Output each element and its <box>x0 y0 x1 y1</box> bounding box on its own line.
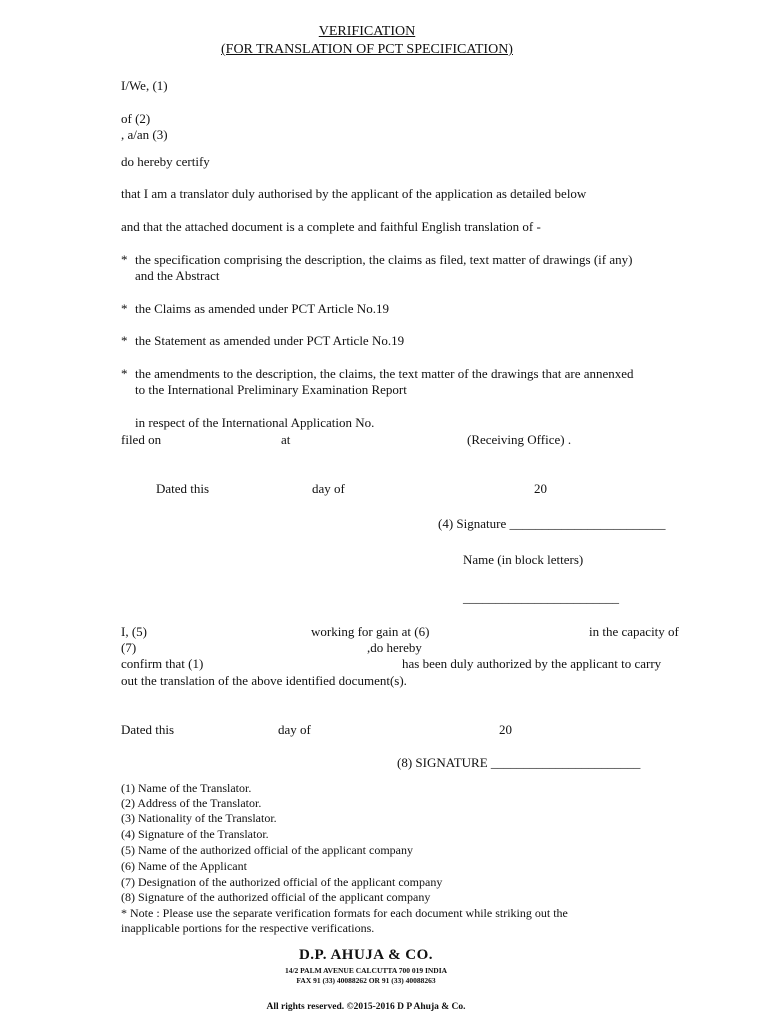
capacity-label: in the capacity of <box>589 624 679 639</box>
bullet-star: * <box>121 301 128 316</box>
bullet-text: the Claims as amended under PCT Article No.19 <box>135 301 389 316</box>
name-block-label: Name (in block letters) <box>463 552 584 567</box>
seven-label: (7) <box>121 640 137 655</box>
attached-text: and that the attached document is a complete and faithful English translation of - <box>121 219 541 234</box>
working-label: working for gain at (6) <box>311 624 430 639</box>
bullet-text: the amendments to the description, the claims, the text matter of the drawings that are annenxed <box>135 366 634 381</box>
name-line: ________________________ <box>463 590 619 605</box>
bullet-star: * <box>121 333 128 348</box>
i-five-label: I, (5) <box>121 624 147 639</box>
company-address: 14/2 PALM AVENUE CALCUTTA 700 019 INDIA <box>284 966 448 975</box>
aan-field: , a/an (3) <box>121 127 168 142</box>
note-item: (4) Signature of the Translator. <box>121 827 269 841</box>
note-item: (7) Designation of the authorized official of the applicant company <box>121 875 443 889</box>
year-label: 20 <box>534 481 547 496</box>
iwe-field: I/We, (1) <box>121 78 168 93</box>
receiving-office-label: (Receiving Office) . <box>467 432 572 447</box>
dated-label: Dated this <box>156 481 210 496</box>
day-of-label: day of <box>278 722 311 737</box>
signature-line: (4) Signature ________________________ <box>438 516 666 531</box>
note-item: (6) Name of the Applicant <box>121 859 247 873</box>
filed-on-label: filed on <box>121 432 162 447</box>
confirm-label: confirm that (1) <box>121 656 204 671</box>
bullet-star: * <box>121 252 128 267</box>
at-label: at <box>281 432 291 447</box>
of-field: of (2) <box>121 111 151 126</box>
company-fax: FAX 91 (33) 40088262 OR 91 (33) 40088263 <box>296 976 436 985</box>
bullet-text: the Statement as amended under PCT Article No.19 <box>135 333 405 348</box>
hereby-label: ,do hereby <box>367 640 422 655</box>
page-subtitle: (FOR TRANSLATION OF PCT SPECIFICATION) <box>221 42 513 57</box>
page-title: VERIFICATION <box>318 24 416 39</box>
dated-label: Dated this <box>121 722 175 737</box>
note-item: (8) Signature of the authorized official of the applicant company <box>121 890 431 904</box>
note-item: inapplicable portions for the respective verifications. <box>121 921 375 935</box>
signature-line: (8) SIGNATURE _______________________ <box>397 755 641 770</box>
year-label: 20 <box>499 722 512 737</box>
note-item: (3) Nationality of the Translator. <box>121 811 277 825</box>
day-of-label: day of <box>312 481 345 496</box>
note-item: * Note : Please use the separate verification formats for each document while striking out the <box>121 906 568 920</box>
bullet-text-cont: to the International Preliminary Examination Report <box>135 382 407 397</box>
certify-text: do hereby certify <box>121 154 210 169</box>
bullet-star: * <box>121 366 128 381</box>
out-text: out the translation of the above identified document(s). <box>121 673 407 688</box>
note-item: (1) Name of the Translator. <box>121 781 252 795</box>
bullet-text-cont: and the Abstract <box>135 268 220 283</box>
translator-text: that I am a translator duly authorised by the applicant of the application as detailed below <box>121 186 587 201</box>
copyright-notice: All rights reserved. ©2015-2016 D P Ahuja & Co. <box>266 1002 466 1012</box>
note-item: (2) Address of the Translator. <box>121 796 262 810</box>
bullet-text: the specification comprising the description, the claims as filed, text matter of drawings (if any) <box>135 252 633 267</box>
respect-text: in respect of the International Application No. <box>135 415 375 430</box>
note-item: (5) Name of the authorized official of the applicant company <box>121 843 413 857</box>
authorized-text: has been duly authorized by the applicant to carry <box>402 656 662 671</box>
company-name: D.P. AHUJA & CO. <box>298 947 434 963</box>
